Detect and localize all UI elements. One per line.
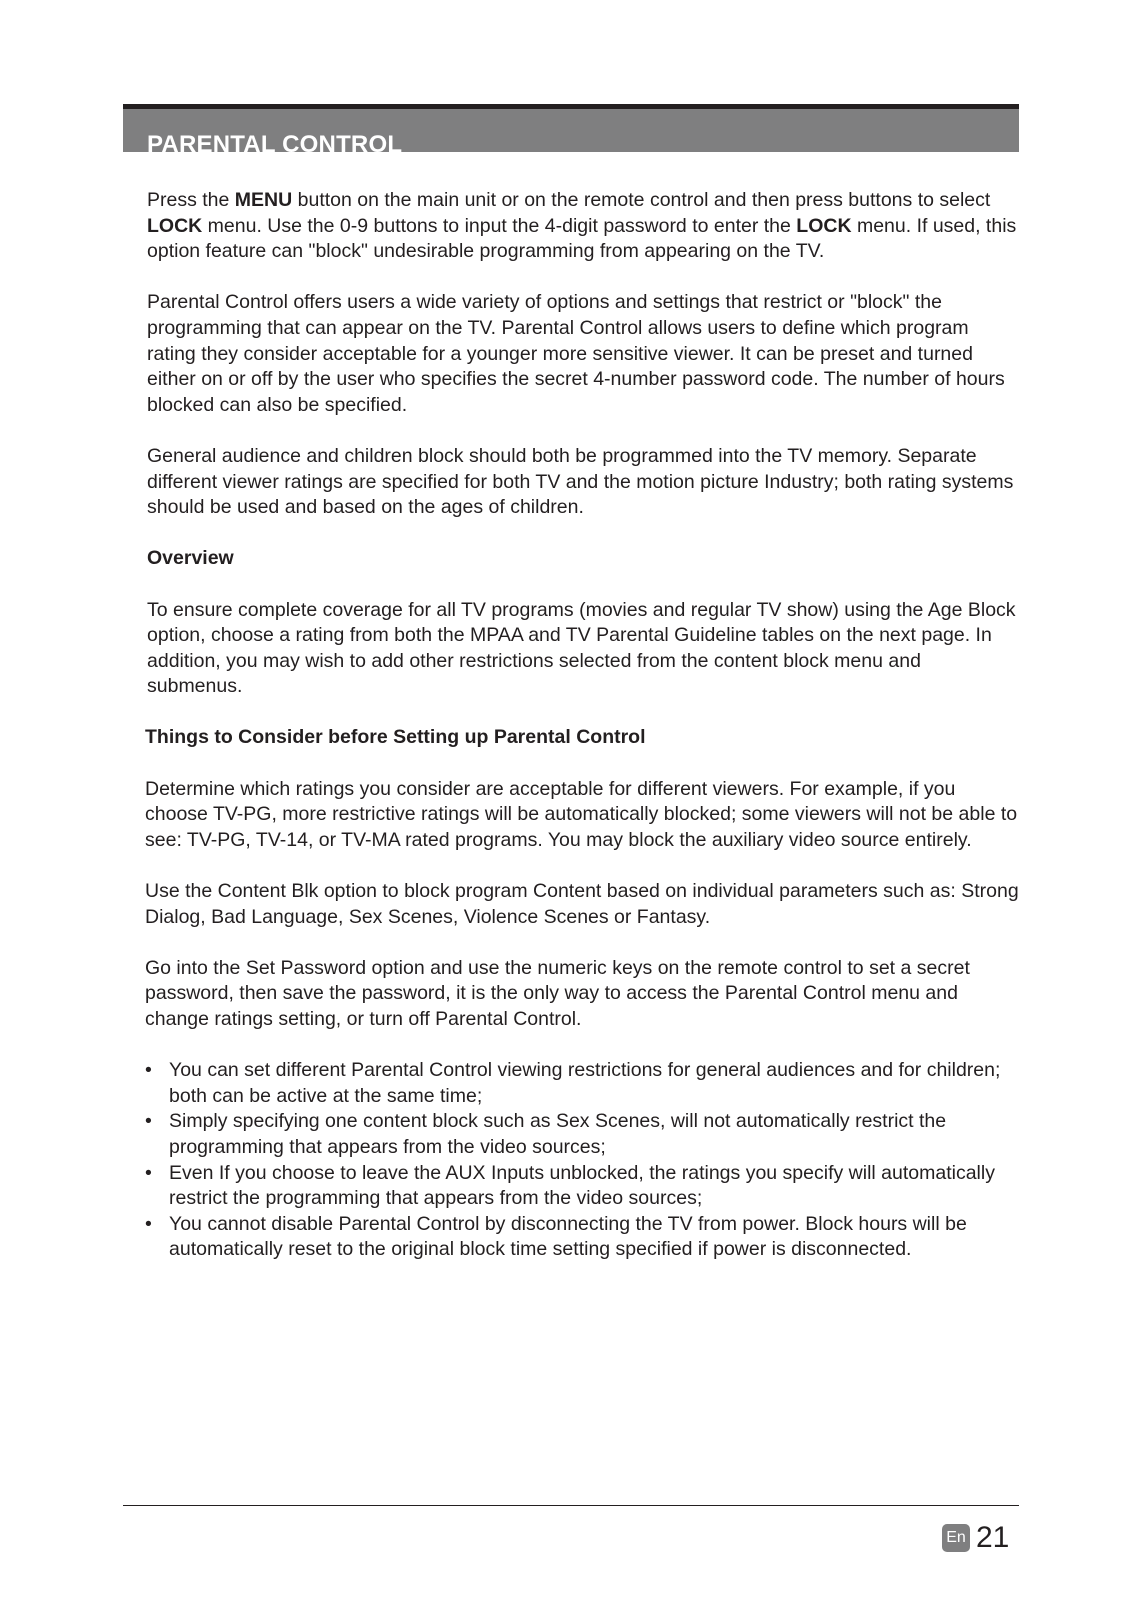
list-item (145, 1161, 1021, 1212)
lock-keyword: LOCK (796, 214, 852, 237)
bullet-icon: • (145, 1110, 152, 1133)
language-badge: En (942, 1524, 970, 1552)
consider-paragraph-1: Determine which ratings you consider are acceptable for different viewers. For example, if you choose TV-PG, more restrictive ratings will be automatically blocked; some viewers will not be able to see: TV-PG, TV-14, or TV-MA rated programs. You may block the auxiliary video source entirely. (145, 777, 1018, 851)
bullet-icon: • (145, 1059, 152, 1082)
footer-divider (123, 1505, 1019, 1506)
section-title: PARENTAL CONTROL (147, 131, 403, 152)
list-item-text: You can set different Parental Control viewing restrictions for general audiences and for children; both can be active at the same time; (169, 1059, 1001, 1107)
overview-heading: Overview (147, 547, 234, 570)
consider-paragraph-2: Use the Content Blk option to block program Content based on individual parameters such as: Strong Dialog, Bad Language, Sex Scenes, Violence Scenes or Fantasy. (145, 880, 1019, 928)
notes-list (145, 1058, 1021, 1263)
consider-heading: Things to Consider before Setting up Parental Control (145, 726, 646, 749)
intro-paragraph-2: Parental Control offers users a wide variety of options and settings that restrict or "block" the programming that can appear on the TV. Parental Control allows users to define which program rating they consider acceptable for a younger more sensitive viewer. It can be preset and turned either on or off by the user who specifies the secret 4-number password code. The number of hours blocked can also be specified. (147, 291, 1005, 416)
page-number-block (942, 1518, 1009, 1558)
list-item (145, 1212, 1021, 1263)
intro-text-b: button on the main unit or on the remote control and then press buttons to select (292, 189, 991, 211)
menu-keyword: MENU (234, 189, 293, 211)
list-item (145, 1109, 1021, 1160)
intro-paragraph-1 (147, 188, 1021, 265)
bullet-icon: • (145, 1161, 152, 1184)
lock-keyword: LOCK (147, 214, 203, 237)
list-item-text: Even If you choose to leave the AUX Inputs unblocked, the ratings you specify will automatically restrict the programming that appears from the video sources; (169, 1161, 995, 1210)
page-content (147, 188, 1021, 1263)
section-header-bar (123, 104, 1019, 152)
intro-text-c: menu. Use the 0-9 buttons to input the 4-digit password to enter the (202, 214, 797, 237)
list-item-text: Simply specifying one content block such as Sex Scenes, will not automatically restrict the programming that appears from the video sources; (169, 1110, 947, 1158)
consider-paragraph-3: Go into the Set Password option and use the numeric keys on the remote control to set a secret password, then save the password, it is the only way to access the Parental Control menu and change ratings setting, or turn off Parental Control. (145, 956, 970, 1030)
bullet-icon: • (145, 1212, 152, 1235)
list-item-text: You cannot disable Parental Control by disconnecting the TV from power. Block hours will be automatically reset to the original block time setting specified if power is disconnected. (169, 1212, 967, 1261)
intro-paragraph-3: General audience and children block should both be programmed into the TV memory. Separate different viewer ratings are specified for both TV and the motion picture Industry; both rating systems should be used and based on the ages of children. (147, 444, 1014, 519)
intro-text-d: menu. If used, this option feature can "block" undesirable programming from appearing on the TV. (147, 214, 1017, 263)
intro-text-a: Press the (147, 189, 235, 211)
page-number: 21 (976, 1521, 1010, 1554)
list-item (145, 1058, 1021, 1109)
overview-paragraph: To ensure complete coverage for all TV programs (movies and regular TV show) using the Age Block option, choose a rating from both the MPAA and TV Parental Guideline tables on the next page. In addition, you may wish to add other restrictions selected from the content block menu and submenus. (147, 598, 1016, 698)
